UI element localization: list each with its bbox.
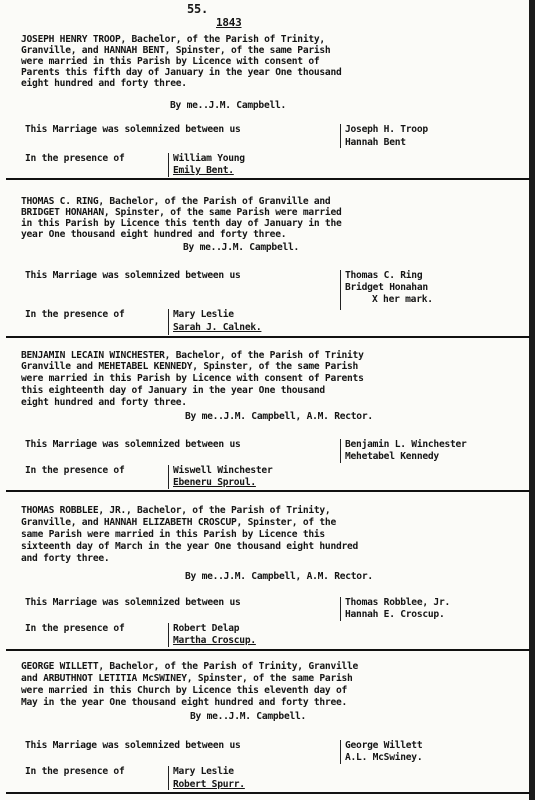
presence-label: In the presence of	[25, 153, 125, 164]
entry-divider	[6, 178, 530, 180]
witness-bracket	[168, 465, 169, 489]
entry-text-line: year One thousand eight hundred and forty three.	[21, 229, 287, 240]
officiant-byline: By me..J.M. Campbell, A.M. Rector.	[185, 411, 373, 422]
party-name: George Willett	[345, 740, 423, 751]
parties-bracket	[340, 439, 341, 463]
entry-divider	[6, 649, 530, 651]
witness-bracket	[168, 309, 169, 335]
party-name: Hannah E. Croscup.	[345, 609, 445, 620]
parties-bracket	[340, 597, 341, 621]
entry-text-line: were married in this Parish by Licence with consent of Parents	[21, 373, 364, 384]
entry-divider	[6, 792, 530, 794]
entry-text-line: eight hundred and forty three.	[21, 78, 187, 89]
page-number: 55.	[187, 2, 208, 16]
witness-name: Ebeneru Sproul.	[173, 477, 256, 488]
entry-text-line: were married in this Church by Licence this eleventh day of	[21, 685, 348, 696]
parties-bracket	[340, 270, 341, 310]
parties-bracket	[340, 740, 341, 764]
witness-name: Robert Spurr.	[173, 779, 245, 790]
solemnized-statement: This Marriage was solemnized between us	[25, 270, 241, 281]
entry-text-line: Parents this fifth day of January in the year One thousand	[21, 67, 342, 78]
entry-text-line: in this Parish by Licence this tenth day of January in the	[21, 218, 342, 229]
officiant-byline: By me..J.M. Campbell.	[190, 711, 307, 722]
entry-text-line: BRIDGET HONAHAN, Spinster, of the same Parish were married	[21, 207, 342, 218]
party-name: Mehetabel Kennedy	[345, 451, 439, 462]
witness-name: Sarah J. Calnek.	[173, 322, 262, 333]
party-name: A.L. McSwiney.	[345, 752, 423, 763]
officiant-byline: By me..J.M. Campbell, A.M. Rector.	[185, 571, 373, 582]
entry-text-line: same Parish were married in this Parish by Licence this	[21, 529, 325, 540]
entry-text-line: GEORGE WILLETT, Bachelor, of the Parish of Trinity, Granville	[21, 661, 359, 672]
entry-text-line: JOSEPH HENRY TROOP, Bachelor, of the Parish of Trinity,	[21, 34, 325, 45]
officiant-byline: By me..J.M. Campbell.	[170, 100, 287, 111]
party-name: Thomas C. Ring	[345, 270, 423, 281]
presence-label: In the presence of	[25, 309, 125, 320]
party-mark: X her mark.	[372, 294, 433, 305]
witness-name: Wiswell Winchester	[173, 465, 273, 476]
entry-text-line: THOMAS ROBBLEE, JR., Bachelor, of the Parish of Trinity,	[21, 505, 331, 516]
presence-label: In the presence of	[25, 623, 125, 634]
presence-label: In the presence of	[25, 465, 125, 476]
solemnized-statement: This Marriage was solemnized between us	[25, 124, 241, 135]
witness-name: Mary Leslie	[173, 766, 234, 777]
party-name: Benjamin L. Winchester	[345, 439, 467, 450]
entry-divider	[6, 336, 530, 338]
entry-text-line: Granville, and HANNAH BENT, Spinster, of the same Parish	[21, 45, 331, 56]
entry-divider	[6, 490, 530, 492]
witness-bracket	[168, 153, 169, 177]
entry-text-line: sixteenth day of March in the year One thousand eight hundred	[21, 541, 359, 552]
entry-text-line: this eighteenth day of January in the year One thousand	[21, 385, 325, 396]
presence-label: In the presence of	[25, 766, 125, 777]
witness-name: Martha Croscup.	[173, 635, 256, 646]
entry-text-line: and ARBUTHNOT LETITIA McSWINEY, Spinster, of the same Parish	[21, 673, 353, 684]
party-name: Hannah Bent	[345, 137, 406, 148]
officiant-byline: By me..J.M. Campbell.	[183, 242, 300, 253]
parties-bracket	[340, 124, 341, 148]
witness-name: Robert Delap	[173, 623, 240, 634]
witness-name: Emily Bent.	[173, 165, 234, 176]
witness-name: Mary Leslie	[173, 309, 234, 320]
entry-text-line: were married in this Parish by Licence with consent of	[21, 56, 320, 67]
page-edge-shadow	[529, 0, 535, 800]
solemnized-statement: This Marriage was solemnized between us	[25, 740, 241, 751]
entry-text-line: and forty three.	[21, 553, 110, 564]
witness-bracket	[168, 623, 169, 647]
register-year: 1843	[216, 16, 242, 29]
party-name: Thomas Robblee, Jr.	[345, 597, 450, 608]
entry-text-line: THOMAS C. RING, Bachelor, of the Parish of Granville and	[21, 196, 331, 207]
entry-text-line: BENJAMIN LECAIN WINCHESTER, Bachelor, of the Parish of Trinity	[21, 350, 364, 361]
witness-bracket	[168, 766, 169, 790]
solemnized-statement: This Marriage was solemnized between us	[25, 439, 241, 450]
entry-text-line: Granville, and HANNAH ELIZABETH CROSCUP, Spinster, of the	[21, 517, 336, 528]
witness-name: William Young	[173, 153, 245, 164]
solemnized-statement: This Marriage was solemnized between us	[25, 597, 241, 608]
entry-text-line: May in the year One thousand eight hundred and forty three.	[21, 697, 348, 708]
party-name: Bridget Honahan	[345, 282, 428, 293]
entry-text-line: Granville and MEHETABEL KENNEDY, Spinster, of the same Parish	[21, 361, 359, 372]
entry-text-line: eight hundred and forty three.	[21, 397, 187, 408]
party-name: Joseph H. Troop	[345, 124, 428, 135]
